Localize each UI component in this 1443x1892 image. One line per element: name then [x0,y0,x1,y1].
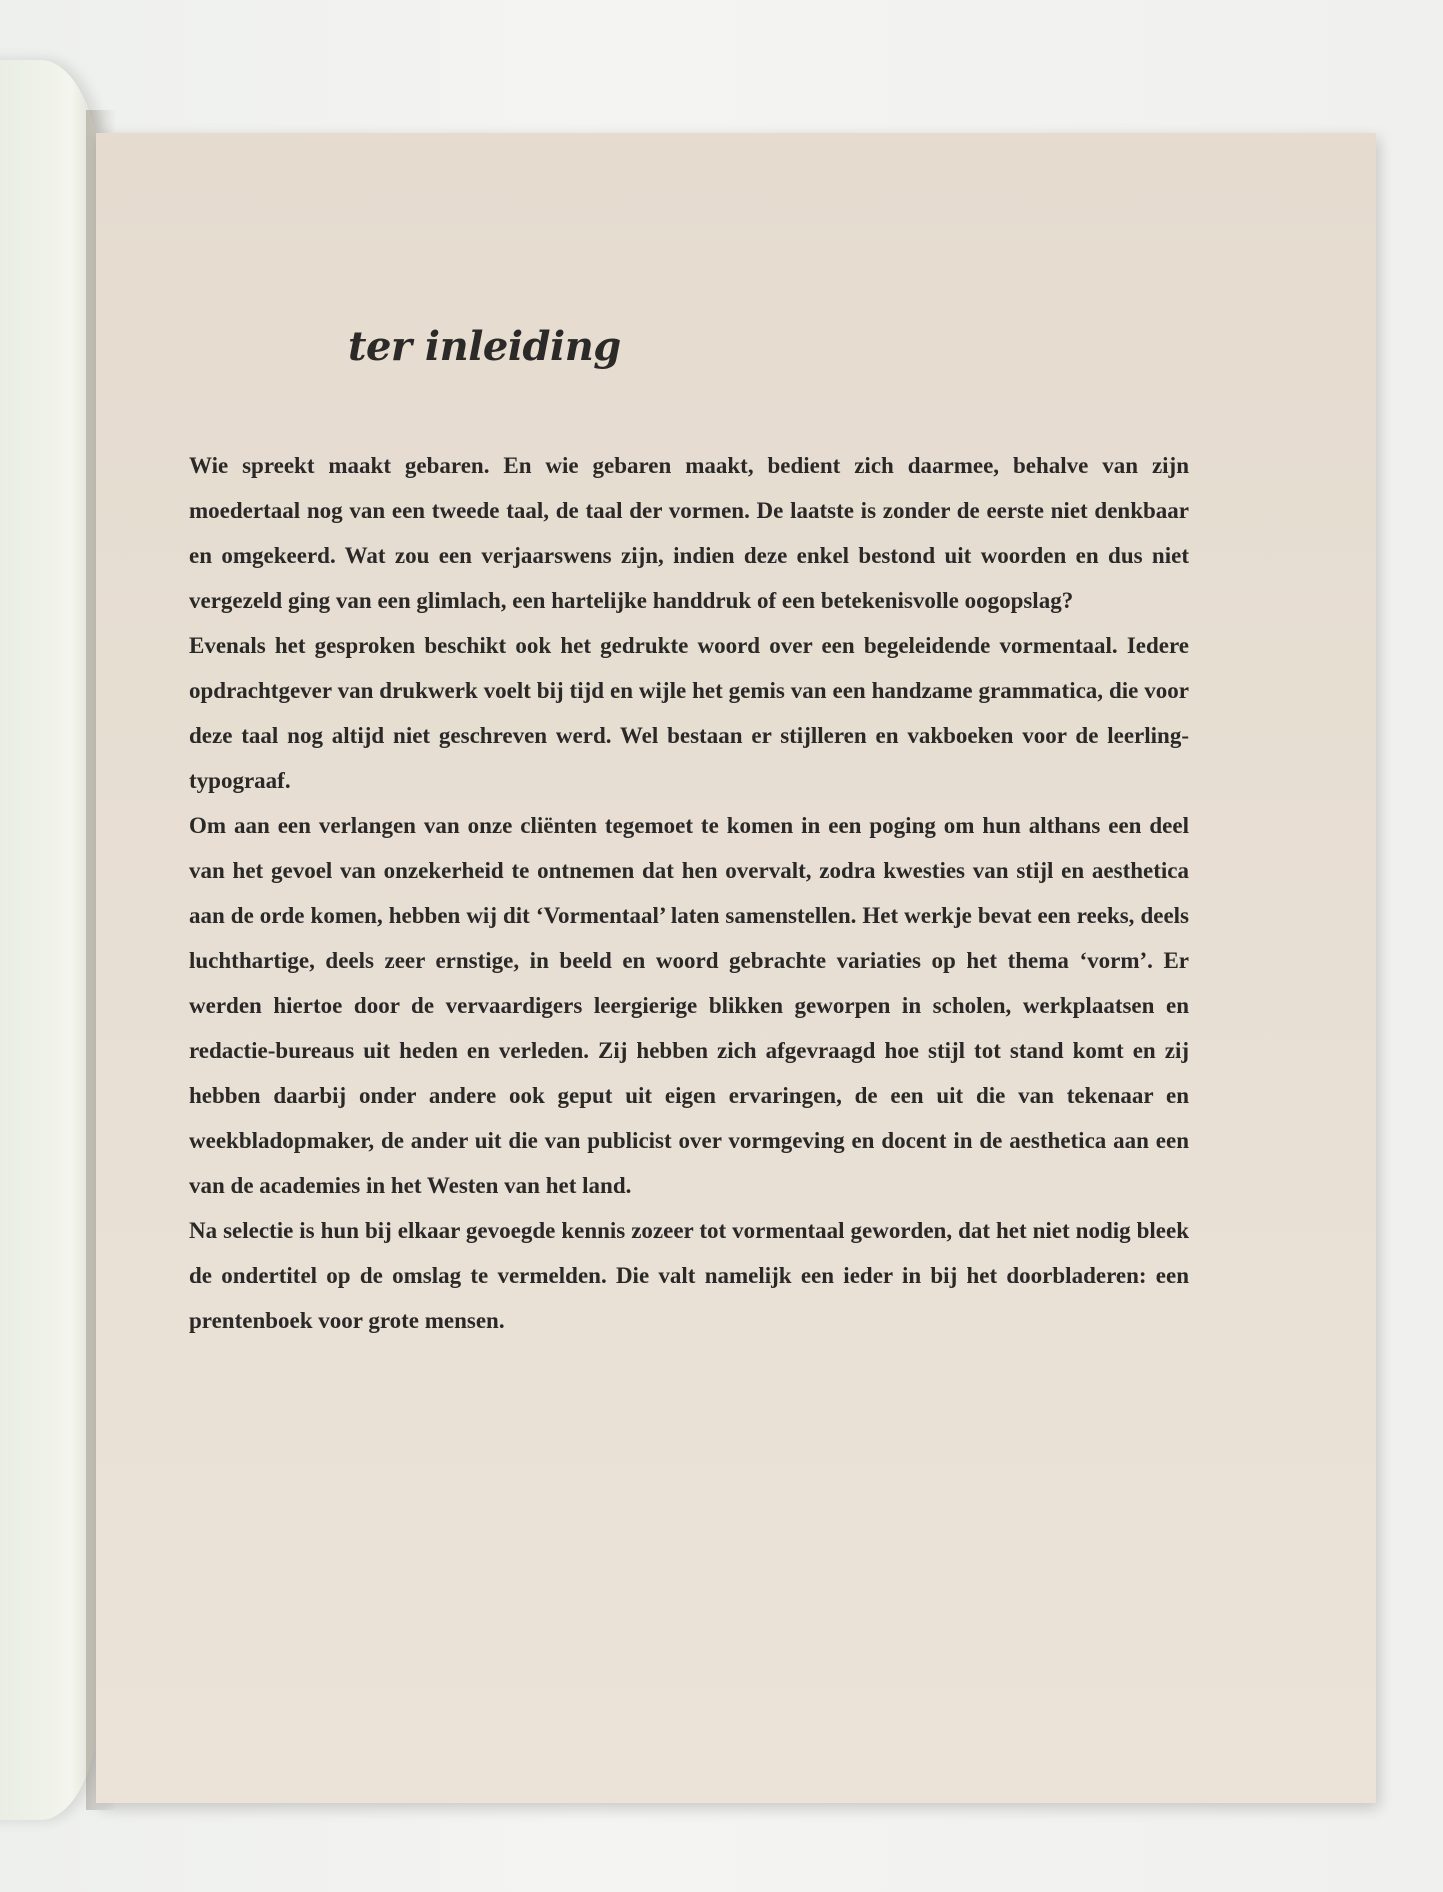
paragraph-1: Wie spreekt maakt gebaren. En wie gebaren maakt, bedient zich daarmee, behalve van zijn moedertaal nog van een tweede taal, de taal der vormen. De laatste is zonder de eerste niet denkbaar en omgekeerd. Wat zou een verjaarswens zijn, indien deze enkel bestond uit woorden en dus niet vergezeld ging van een glimlach, een hartelijke handdruk of een betekenisvolle oogopslag? [189,453,1189,613]
page-title: ter inleiding [348,323,621,370]
paragraph-2: Evenals het gesproken beschikt ook het gedrukte woord over een begeleidende vormentaal. Iedere opdrachtgever van drukwerk voelt bij tijd en wijle het gemis van een handzame grammatica, die voor deze taal nog altijd niet geschreven werd. Wel bestaan er stijlleren en vakboeken voor de leerling-typograaf. [189,633,1189,793]
body-text [189,443,1189,1343]
paragraph-3: Om aan een verlangen van onze cliënten tegemoet te komen in een poging om hun althans een deel van het gevoel van onzekerheid te ontnemen dat hen overvalt, zodra kwesties van stijl en aesthetica aan de orde komen, hebben wij dit ‘Vormentaal’ laten samenstellen. Het werkje bevat een reeks, deels luchthartige, deels zeer ernstige, in beeld en woord gebrachte variaties op het thema ‘vorm’. Er werden hiertoe door de vervaardigers leergierige blikken geworpen in scholen, werkplaatsen en redactie-bureaus uit heden en verleden. Zij hebben zich afgevraagd hoe stijl tot stand komt en zij hebben daarbij onder andere ook geput uit eigen ervaringen, de een uit die van tekenaar en weekbladopmaker, de ander uit die van publicist over vormgeving en docent in de aesthetica aan een van de academies in het Westen van het land. [189,813,1189,1198]
paragraph-4: Na selectie is hun bij elkaar gevoegde kennis zozeer tot vormentaal geworden, dat het niet nodig bleek de ondertitel op de omslag te vermelden. Die valt namelijk een ieder in bij het doorbladeren: een prentenboek voor grote mensen. [189,1218,1189,1333]
book-page [96,133,1376,1803]
left-page-edge [0,60,100,1820]
